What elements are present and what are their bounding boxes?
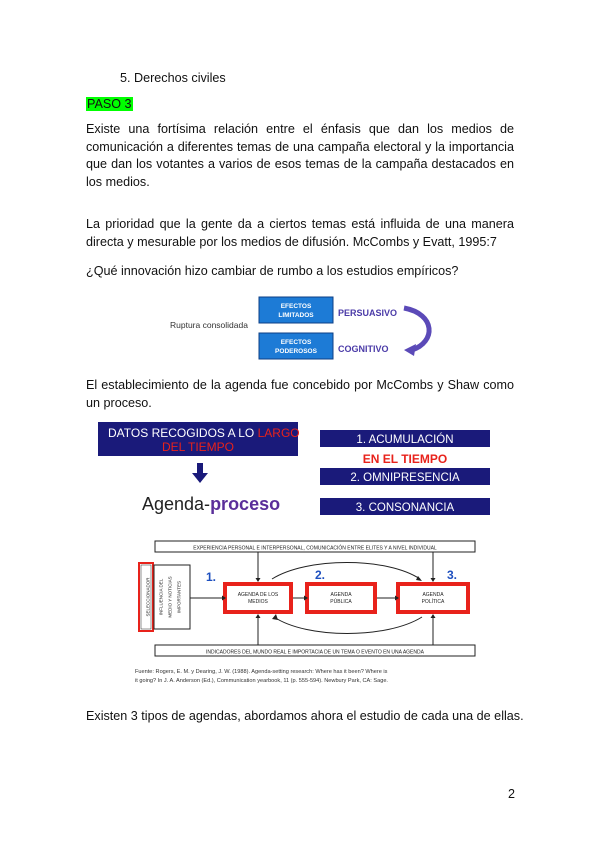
banner-line1 — [108, 426, 300, 440]
persuasive-label: PERSUASIVO — [338, 308, 398, 318]
side-text-2: MEDIO Y NOTICIAS — [167, 576, 173, 618]
box-limited-line2: LIMITADOS — [278, 312, 314, 319]
item-red: EN EL TIEMPO — [362, 452, 448, 466]
item-2: 2. OMNIPRESENCIA — [350, 472, 460, 484]
side-text-3: IMPORTANTES — [176, 580, 182, 614]
item-1: 1. ACUMULACIÓN — [356, 434, 454, 446]
figure-agenda-model — [132, 531, 482, 693]
rupture-label: Ruptura consolidada — [170, 320, 248, 330]
num-1: 1. — [206, 570, 217, 584]
bottom-bar-text: INDICADORES DEL MUNDO REAL E IMPORTACIA DE UN TEMA O EVENTO EN UNA AGENDA — [206, 649, 424, 656]
highlight: PASO 3 — [87, 97, 132, 111]
arrow-head-icon — [431, 578, 436, 582]
arrow-head-icon — [256, 614, 261, 618]
paragraph-2: El establecimiento de la agenda fue concebido por McCombs y Shaw como un proceso. — [86, 378, 514, 410]
curved-arrow — [404, 308, 429, 350]
box3-line1: AGENDA — [422, 592, 444, 598]
curve-media-policy — [272, 563, 420, 580]
figure-agenda-process — [90, 422, 500, 520]
paragraph-3: Existen 3 tipos de agendas, abordamos ahora el estudio de cada una de ellas. — [86, 709, 524, 723]
side-text-1: INFLUENCIA DEL — [158, 578, 164, 616]
box1-line2: MEDIOS — [248, 599, 268, 605]
down-arrow-stem — [197, 463, 203, 473]
source-line-2: it going? In J. A. Anderson (Ed.), Communication yearbook, 11 (p. 555-594). Newbury Park, CA: Sage. — [135, 678, 388, 684]
arrow-head-icon — [256, 578, 261, 582]
banner-red2: DEL TIEMPO — [161, 440, 235, 454]
item-3: 3. CONSONANCIA — [355, 502, 455, 514]
list-item: 5. Derechos civiles — [120, 71, 226, 85]
paragraph-1: Existe una fortísima relación entre el énfasis que dan los medios de comunicación a diferentes temas de una campaña electoral y la importancia que dan los votantes a varios de esos temas de la campaña destacados en los medios. — [86, 122, 514, 189]
box3-line2: POLÍTICA — [421, 599, 445, 605]
box2-line1: AGENDA — [330, 592, 352, 598]
box-powerful-line1: EFECTOS — [280, 339, 312, 346]
quote-paragraph: La prioridad que la gente da a ciertos temas está influida de una manera directa y mesurable por los medios de difusión. McCombs y Evatt, 1995:7 — [86, 217, 514, 249]
curve-policy-media — [274, 617, 422, 634]
figure-effects — [168, 294, 438, 364]
banner-red1: LARGO — [257, 426, 300, 440]
box-limited — [259, 297, 333, 323]
agenda-word: Agenda- — [142, 494, 211, 514]
box2-line2: PÚBLICA — [330, 599, 352, 605]
top-bar-text: EXPERIENCIA PERSONAL E INTERPERSONAL, COMUNICACIÓN ENTRE ELITES Y A NIVEL INDIVIDUAL — [193, 545, 437, 552]
side-text-0: SELECCIONADOR — [145, 577, 151, 617]
cognitive-label: COGNITIVO — [338, 344, 389, 354]
box-public-agenda — [307, 584, 375, 612]
arrow-head-icon — [431, 614, 436, 618]
down-arrow-icon — [192, 473, 208, 483]
num-3: 3. — [447, 568, 458, 582]
step-label — [86, 96, 133, 114]
box-limited-line1: EFECTOS — [280, 303, 312, 310]
source-line-1: Fuente: Rogers, E. M. y Dearing, J. W. (1988). Agenda-setting research: Where has it been? Where is — [135, 669, 388, 675]
box-media-agenda — [225, 584, 291, 612]
arrow-head-icon — [404, 344, 416, 356]
proceso-word: proceso — [210, 494, 281, 514]
question: ¿Qué innovación hizo cambiar de rumbo a los estudios empíricos? — [86, 264, 459, 278]
box-powerful-line2: PODEROSOS — [275, 348, 317, 355]
box-policy-agenda — [398, 584, 468, 612]
num-2: 2. — [315, 568, 326, 582]
arrow-head-icon — [272, 614, 278, 620]
box1-line1: AGENDA DE LOS — [237, 592, 279, 598]
box-powerful — [259, 333, 333, 359]
banner-white: DATOS RECOGIDOS A LO — [108, 426, 258, 440]
page-number: 2 — [508, 787, 516, 801]
agenda-process-title — [142, 494, 280, 514]
